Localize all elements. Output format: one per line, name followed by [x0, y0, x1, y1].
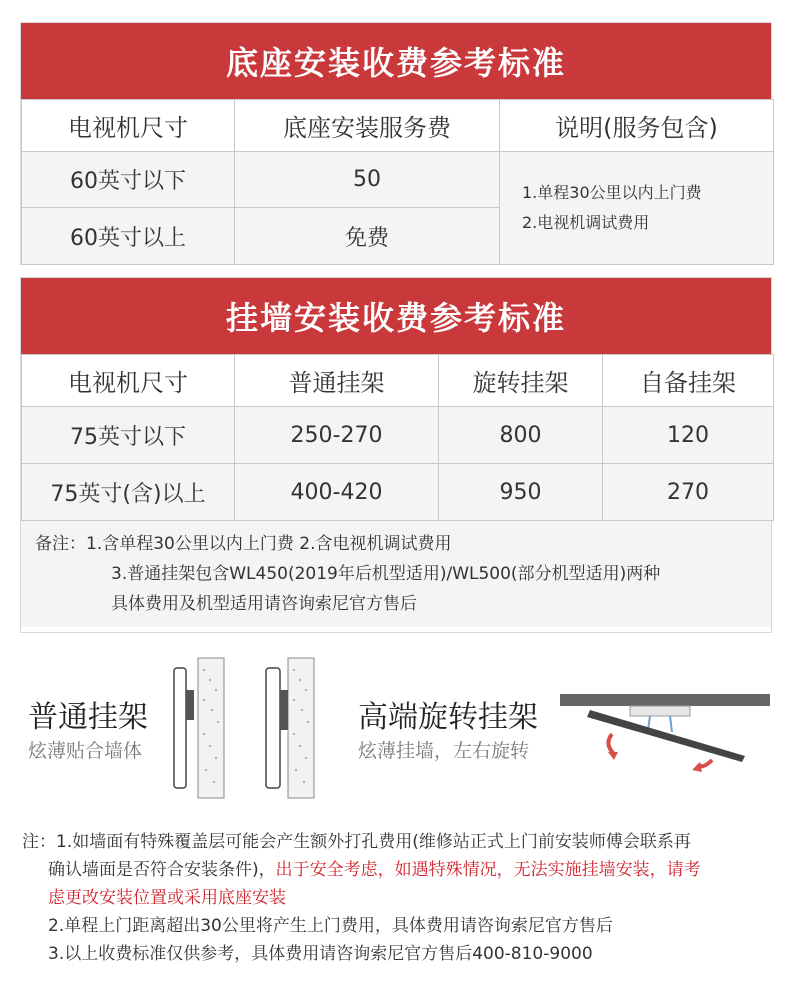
base-header-size: 电视机尺寸 [22, 100, 235, 152]
base-fee-title: 底座安装收费参考标准 [21, 23, 771, 99]
footnote-1-text: 确认墙面是否符合安装条件)， [48, 860, 276, 880]
footnote-3: 3.以上收费标准仅供参考，具体费用请咨询索尼官方售后400-810-9000 [48, 944, 593, 964]
wall-header-size: 电视机尺寸 [22, 355, 235, 407]
wall-row1-normal: 250-270 [235, 407, 439, 464]
footnote-1-warning-cont: 虑更改安装位置或采用底座安装 [48, 888, 286, 908]
base-header-fee: 底座安装服务费 [235, 100, 500, 152]
wall-header-own: 自备挂架 [603, 355, 774, 407]
wall-fee-title: 挂墙安装收费参考标准 [21, 278, 771, 354]
base-note-1: 1.单程30公里以内上门费 [522, 183, 702, 202]
normal-mount-illustration [170, 650, 335, 810]
base-fee-panel [20, 22, 772, 265]
wall-remark-line1: 备注：1.含单程30公里以内上门费 2.含电视机调试费用 [35, 534, 452, 554]
footnotes [22, 828, 772, 968]
footnote-1-line2 [22, 856, 772, 884]
base-row1-size: 60英寸以下 [22, 152, 235, 208]
wall-row2-normal: 400-420 [235, 464, 439, 521]
wall-remark-line2: 3.普通挂架包含WL450(2019年后机型适用)/WL500(部分机型适用)两种 [111, 564, 661, 584]
base-row1-fee: 50 [235, 152, 500, 208]
wall-row2-own: 270 [603, 464, 774, 521]
normal-mount-title: 普通挂架 [28, 700, 148, 735]
normal-mount-subtitle: 炫薄贴合墙体 [28, 740, 143, 762]
table-row [22, 152, 774, 208]
wall-row1-own: 120 [603, 407, 774, 464]
footnote-1-line1: 注：1.如墙面有特殊覆盖层可能会产生额外打孔费用(维修站正式上门前安装师傅会联系再 [22, 832, 691, 852]
wall-row1-size: 75英寸以下 [22, 407, 235, 464]
wall-header-normal: 普通挂架 [235, 355, 439, 407]
table-row [22, 464, 774, 521]
wall-fee-panel [20, 277, 772, 633]
footnote-2: 2.单程上门距离超出30公里将产生上门费用，具体费用请咨询索尼官方售后 [48, 916, 613, 936]
rotate-mount-subtitle: 炫薄挂墙，左右旋转 [358, 740, 530, 762]
wall-row2-rotate: 950 [439, 464, 603, 521]
wall-fee-table [21, 354, 774, 521]
base-fee-table [21, 99, 774, 265]
base-header-notes: 说明(服务包含) [500, 100, 774, 152]
base-row2-fee: 免费 [235, 208, 500, 265]
base-notes-cell [500, 152, 774, 265]
wall-header-rotate: 旋转挂架 [439, 355, 603, 407]
base-row2-size: 60英寸以上 [22, 208, 235, 265]
wall-row1-rotate: 800 [439, 407, 603, 464]
rotate-mount-title: 高端旋转挂架 [358, 700, 538, 735]
rotate-mount-illustration [560, 690, 772, 790]
base-note-2: 2.电视机调试费用 [522, 213, 650, 232]
wall-remarks [21, 521, 771, 627]
table-row [22, 407, 774, 464]
wall-row2-size: 75英寸(含)以上 [22, 464, 235, 521]
footnote-1-warning: 出于安全考虑，如遇特殊情况，无法实施挂墙安装，请考 [275, 860, 701, 880]
wall-remark-line3: 具体费用及机型适用请咨询索尼官方售后 [111, 594, 417, 614]
